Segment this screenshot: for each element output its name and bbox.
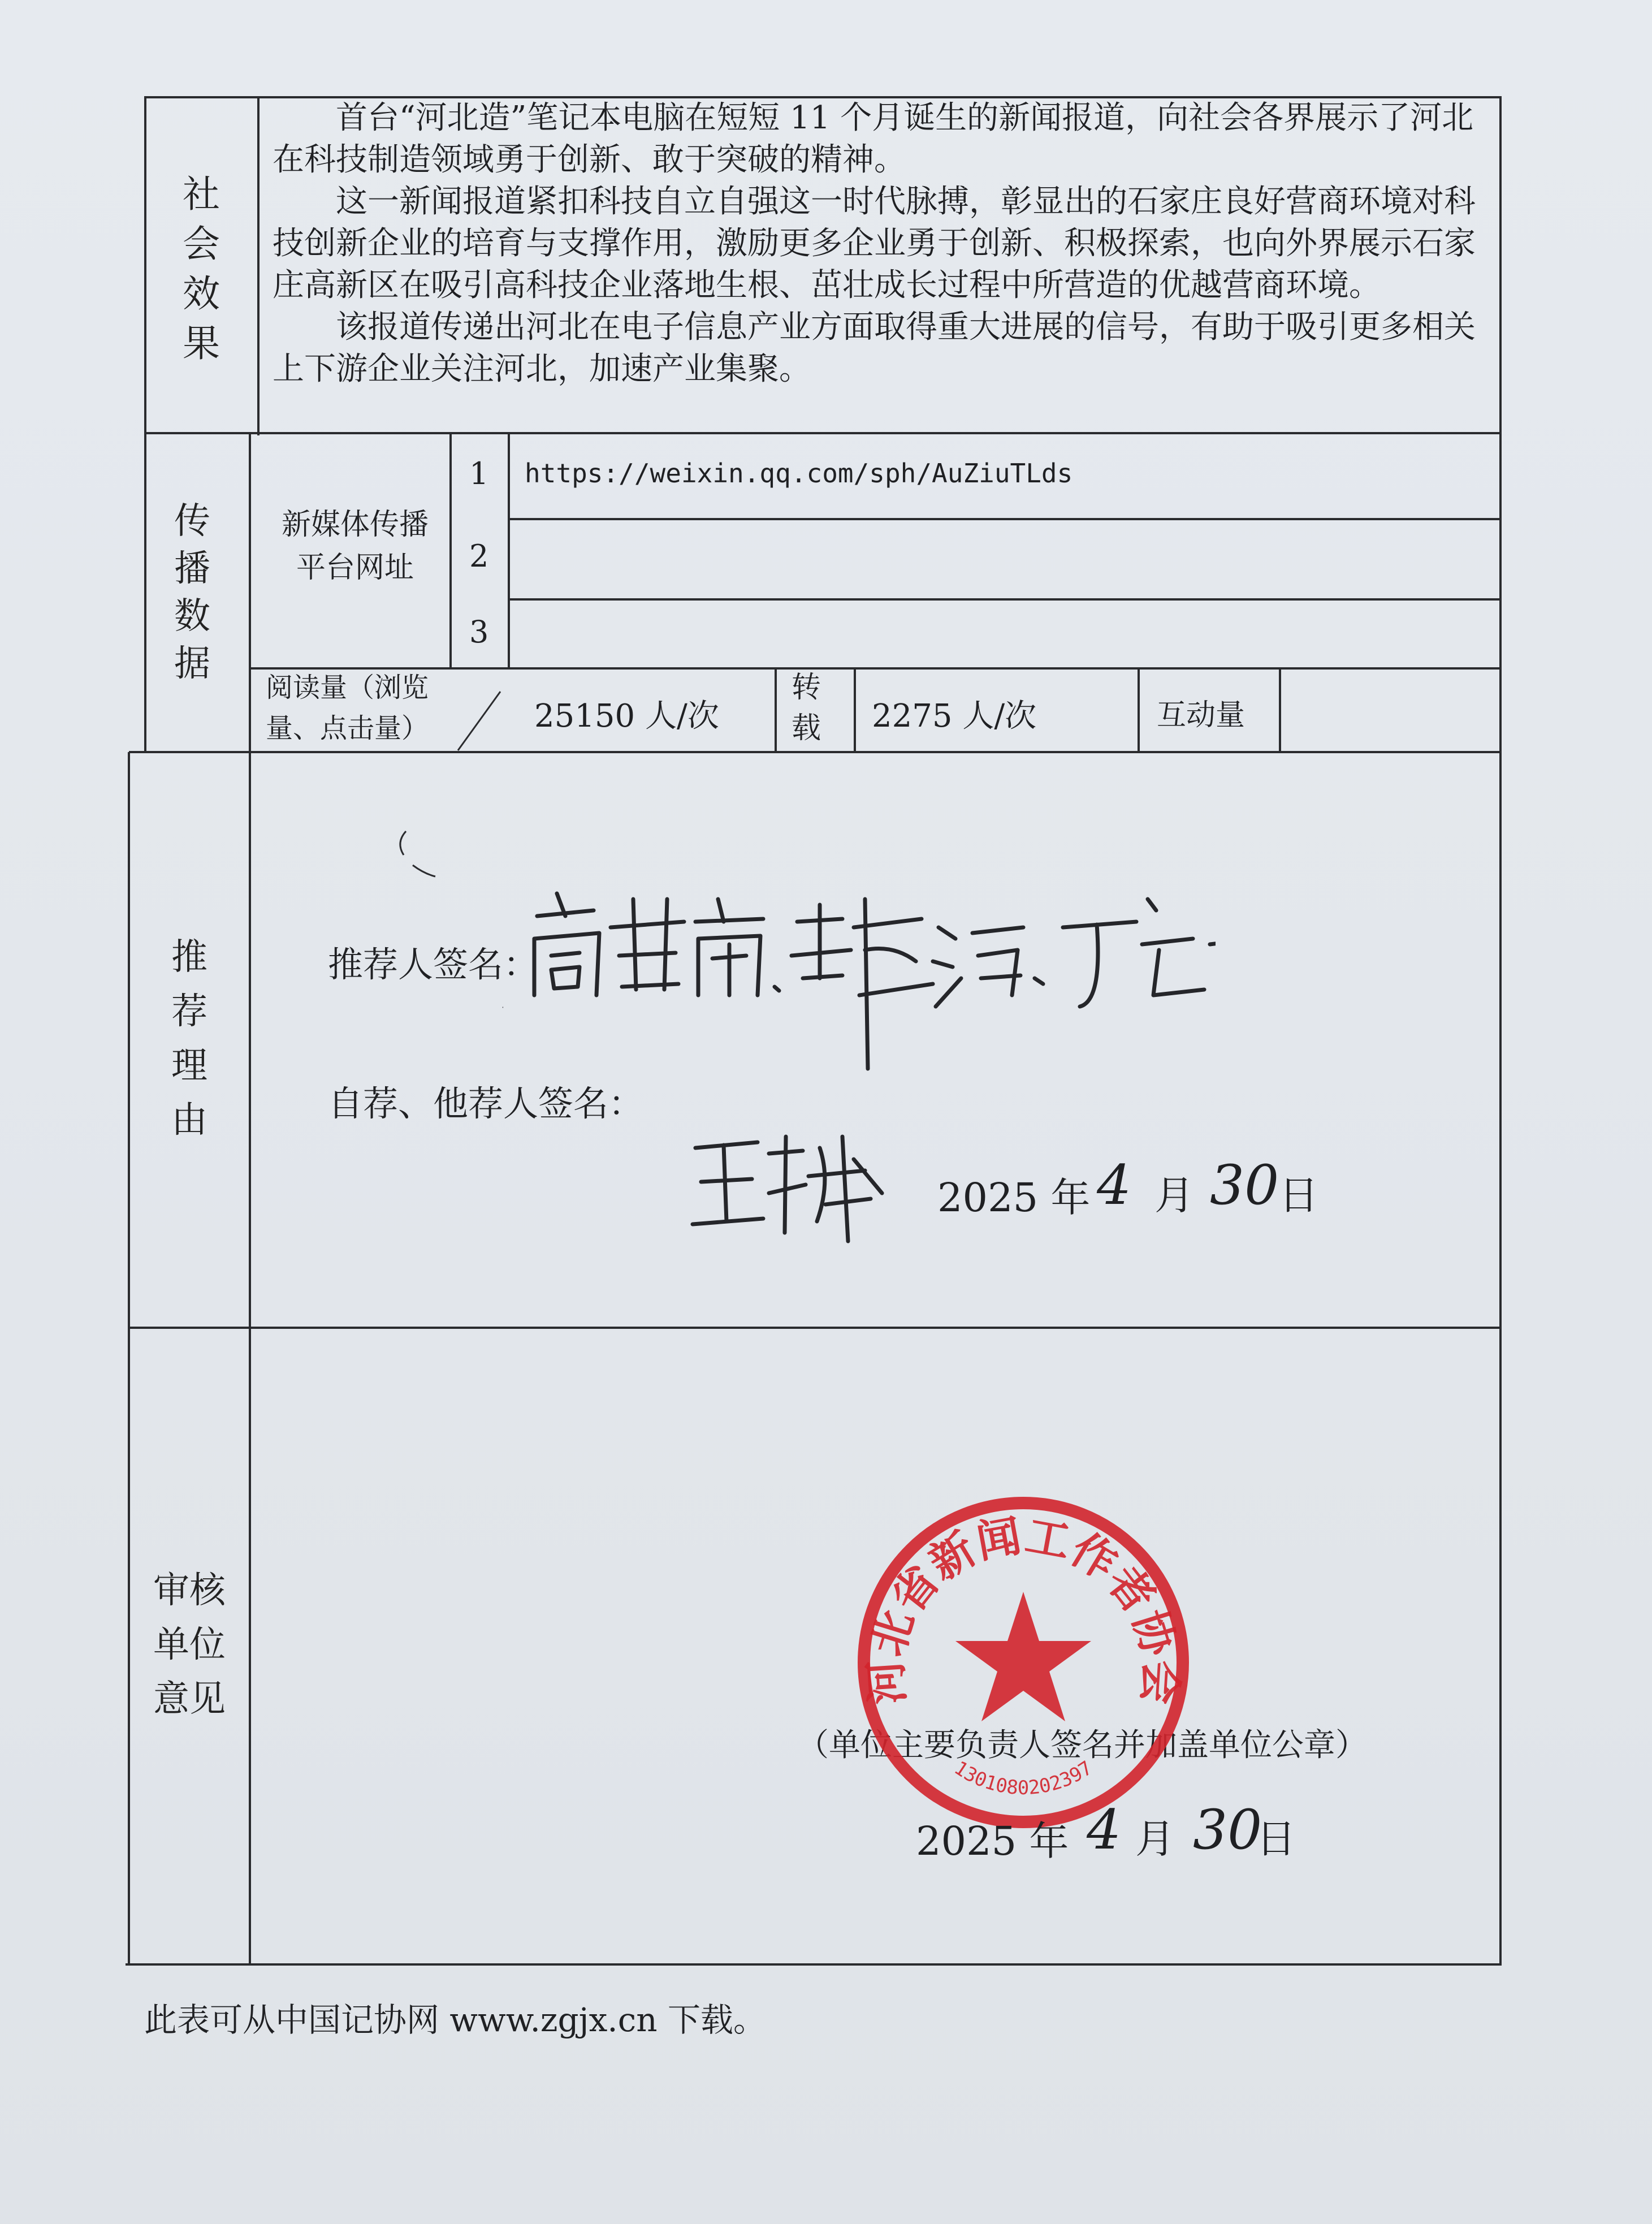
review-date-day-unit: 日	[1256, 1816, 1296, 1862]
self-recommender-label: 自荐、他荐人签名：	[328, 1083, 644, 1124]
table-right-border	[1499, 96, 1502, 1966]
recommendation-date-day: 30	[1210, 1154, 1279, 1217]
platform-col-divider	[449, 433, 452, 670]
url-row-divider-2	[508, 598, 1500, 601]
review-date-day: 30	[1193, 1798, 1262, 1862]
url-row-1-link[interactable]: https://weixin.qq.com/sph/AuZiuTLds	[525, 458, 1073, 489]
official-seal	[854, 1493, 1193, 1832]
reposts-value: 2275 人/次	[872, 698, 1037, 735]
dissemination-label: 传 播 数 据	[174, 500, 210, 685]
review-date-month: 4	[1087, 1798, 1122, 1862]
table-left-border-lower	[128, 752, 130, 1966]
label-column-divider-lower	[249, 434, 251, 1966]
reposts-label: 转 载	[792, 671, 821, 745]
reads-col-divider-3	[1138, 667, 1140, 752]
reads-col-divider-1	[775, 667, 777, 752]
review-date-year: 2025 年	[916, 1818, 1069, 1864]
recommendation-date-day-unit: 日	[1279, 1172, 1318, 1219]
url-row-3-number: 3	[469, 614, 489, 650]
social-effect-paragraph-2: 这一新闻报道紧扣科技自立自强这一时代脉搏，彰显出的石家庄良好营商环境对科技创新企业的培育与支撑作用，激励更多企业勇于创新、积极探索，也向外界展示石家庄高新区在吸引高科技企业落地生根、茁壮成长过程中所营造的优越营商环境。	[273, 183, 1476, 304]
review-label: 审 核 单 位 意 见	[153, 1570, 226, 1720]
social-effect-paragraph-1: 首台“河北造”笔记本电脑在短短 11 个月诞生的新闻报道，向社会各界展示了河北在科技制造领域勇于创新、敢于突破的精神。	[273, 100, 1474, 178]
section-separator-2	[129, 751, 1501, 753]
recommendation-date-year: 2025 年	[937, 1174, 1091, 1221]
reads-label: 阅读量（浏览 量、点击量）	[266, 672, 429, 744]
recommendation-date-month: 4	[1097, 1154, 1132, 1217]
reads-col-divider-2	[854, 667, 856, 752]
recommendation-label: 推 荐 理 由	[171, 936, 207, 1141]
recommender-signature	[526, 865, 1216, 1091]
reads-row-top	[249, 667, 1500, 670]
table-left-border	[144, 96, 146, 752]
platform-label: 新媒体传播 平台网址	[281, 508, 429, 585]
seal-number-text: 1301080202397	[950, 1756, 1097, 1800]
review-note: （单位主要负责人签名并加盖单位公章）	[797, 1727, 1367, 1764]
label-column-divider	[257, 96, 260, 435]
footer-note: 此表可从中国记协网 www.zgjx.cn 下载。	[144, 2001, 767, 2039]
number-col-divider	[508, 433, 510, 670]
pen-tick-marks	[390, 820, 503, 1024]
section-separator-1	[144, 432, 1501, 434]
section-separator-3	[129, 1327, 1501, 1329]
recommender-label: 推荐人签名：	[328, 944, 539, 985]
review-date-month-unit: 月	[1135, 1816, 1175, 1862]
table-bottom-border	[126, 1963, 1502, 1966]
interactions-label: 互动量	[1157, 698, 1246, 732]
reads-col-divider-4	[1279, 667, 1281, 752]
svg-text:1301080202397	[950, 1757, 1096, 1800]
reads-value: 25150 人/次	[534, 698, 719, 735]
social-effect-paragraph-3: 该报道传递出河北在电子信息产业方面取得重大进展的信号，有助于吸引更多相关上下游企业关注河北，加速产业集聚。	[273, 309, 1476, 387]
url-row-2-number: 2	[469, 538, 489, 574]
social-effect-text	[273, 97, 1488, 390]
url-row-1-number: 1	[469, 456, 489, 491]
self-recommender-signature	[684, 1125, 899, 1250]
diagonal-slash-mark	[447, 687, 509, 755]
social-effect-label: 社 会 效 果	[183, 172, 220, 365]
recommendation-date-month-unit: 月	[1154, 1172, 1194, 1219]
url-row-divider-1	[508, 518, 1500, 520]
seal-name-text: 河北省新闻工作者协会	[860, 1510, 1187, 1706]
